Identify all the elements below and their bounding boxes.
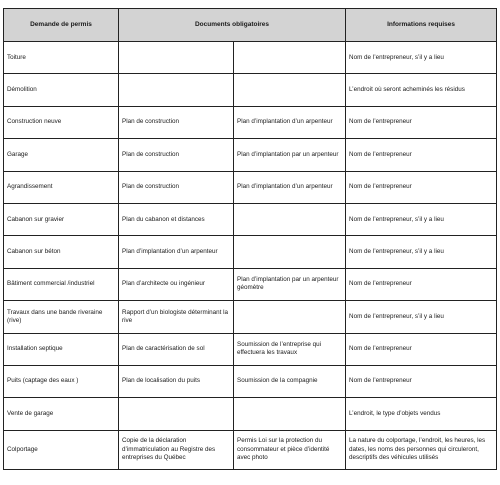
permit-cell: Démolition bbox=[4, 74, 119, 106]
header-permit-request: Demande de permis bbox=[4, 9, 119, 42]
permit-requirements-table bbox=[3, 8, 497, 470]
permit-cell: Cabanon sur béton bbox=[4, 236, 119, 268]
document-cell: Soumission de l’entreprise qui effectuera les travaux bbox=[234, 333, 346, 365]
document-cell: Plan d’implantation par un arpenteur bbox=[234, 139, 346, 171]
table-row bbox=[4, 106, 497, 138]
permit-cell: Colportage bbox=[4, 430, 119, 469]
document-cell bbox=[234, 236, 346, 268]
document-cell: Copie de la déclaration d’immatriculation au Registre des entreprises du Québec bbox=[119, 430, 234, 469]
information-cell: Nom de l’entrepreneur, s’il y a lieu bbox=[346, 301, 497, 333]
document-cell bbox=[119, 398, 234, 430]
information-cell: Nom de l’entrepreneur bbox=[346, 171, 497, 203]
document-cell: Rapport d’un biologiste déterminant la rive bbox=[119, 301, 234, 333]
permit-cell: Puits (captage des eaux ) bbox=[4, 365, 119, 397]
table-row bbox=[4, 74, 497, 106]
information-cell: Nom de l’entrepreneur, s’il y a lieu bbox=[346, 203, 497, 235]
permit-cell: Vente de garage bbox=[4, 398, 119, 430]
permit-cell: Toiture bbox=[4, 42, 119, 74]
table-row bbox=[4, 430, 497, 469]
table-row bbox=[4, 139, 497, 171]
document-cell: Plan d’implantation par un arpenteur géomètre bbox=[234, 268, 346, 300]
table-header-row bbox=[4, 9, 497, 42]
permit-cell: Bâtiment commercial /industriel bbox=[4, 268, 119, 300]
information-cell: Nom de l’entrepreneur bbox=[346, 268, 497, 300]
information-cell: L’endroit où seront acheminés les résidus bbox=[346, 74, 497, 106]
document-cell: Plan d’architecte ou ingénieur bbox=[119, 268, 234, 300]
header-required-documents: Documents obligatoires bbox=[119, 9, 346, 42]
document-cell bbox=[234, 398, 346, 430]
document-cell: Plan de construction bbox=[119, 139, 234, 171]
information-cell: L’endroit, le type d’objets vendus bbox=[346, 398, 497, 430]
document-cell: Plan d’implantation d’un arpenteur bbox=[119, 236, 234, 268]
table-row bbox=[4, 268, 497, 300]
document-cell bbox=[234, 42, 346, 74]
document-cell: Plan de construction bbox=[119, 171, 234, 203]
information-cell: Nom de l’entrepreneur, s’il y a lieu bbox=[346, 236, 497, 268]
table-row bbox=[4, 301, 497, 333]
permit-cell: Travaux dans une bande riveraine (rive) bbox=[4, 301, 119, 333]
document-cell: Soumission de la compagnie bbox=[234, 365, 346, 397]
header-required-information: Informations requises bbox=[346, 9, 497, 42]
document-cell: Plan du cabanon et distances bbox=[119, 203, 234, 235]
permit-cell: Agrandissement bbox=[4, 171, 119, 203]
permit-cell: Garage bbox=[4, 139, 119, 171]
table-row bbox=[4, 42, 497, 74]
information-cell: La nature du colportage, l’endroit, les heures, les dates, les noms des personnes qui circuleront, descriptifs des véhicules utilisés bbox=[346, 430, 497, 469]
information-cell: Nom de l’entrepreneur bbox=[346, 139, 497, 171]
information-cell: Nom de l’entrepreneur, s’il y a lieu bbox=[346, 42, 497, 74]
information-cell: Nom de l’entrepreneur bbox=[346, 106, 497, 138]
document-cell bbox=[234, 74, 346, 106]
document-cell bbox=[234, 203, 346, 235]
table-row bbox=[4, 333, 497, 365]
information-cell: Nom de l’entrepreneur bbox=[346, 333, 497, 365]
document-cell bbox=[119, 74, 234, 106]
table-row bbox=[4, 236, 497, 268]
document-cell bbox=[119, 42, 234, 74]
document-cell: Plan de localisation du puits bbox=[119, 365, 234, 397]
document-cell: Plan d’implantation d’un arpenteur bbox=[234, 106, 346, 138]
document-cell: Permis Loi sur la protection du consommateur et pièce d’identité avec photo bbox=[234, 430, 346, 469]
permit-cell: Cabanon sur gravier bbox=[4, 203, 119, 235]
table-row bbox=[4, 365, 497, 397]
table-row bbox=[4, 398, 497, 430]
document-cell: Plan de construction bbox=[119, 106, 234, 138]
table-row bbox=[4, 203, 497, 235]
information-cell: Nom de l’entrepreneur bbox=[346, 365, 497, 397]
permit-cell: Installation septique bbox=[4, 333, 119, 365]
table-row bbox=[4, 171, 497, 203]
document-cell: Plan de caractérisation de sol bbox=[119, 333, 234, 365]
document-cell bbox=[234, 301, 346, 333]
document-cell: Plan d’implantation d’un arpenteur bbox=[234, 171, 346, 203]
permit-cell: Construction neuve bbox=[4, 106, 119, 138]
